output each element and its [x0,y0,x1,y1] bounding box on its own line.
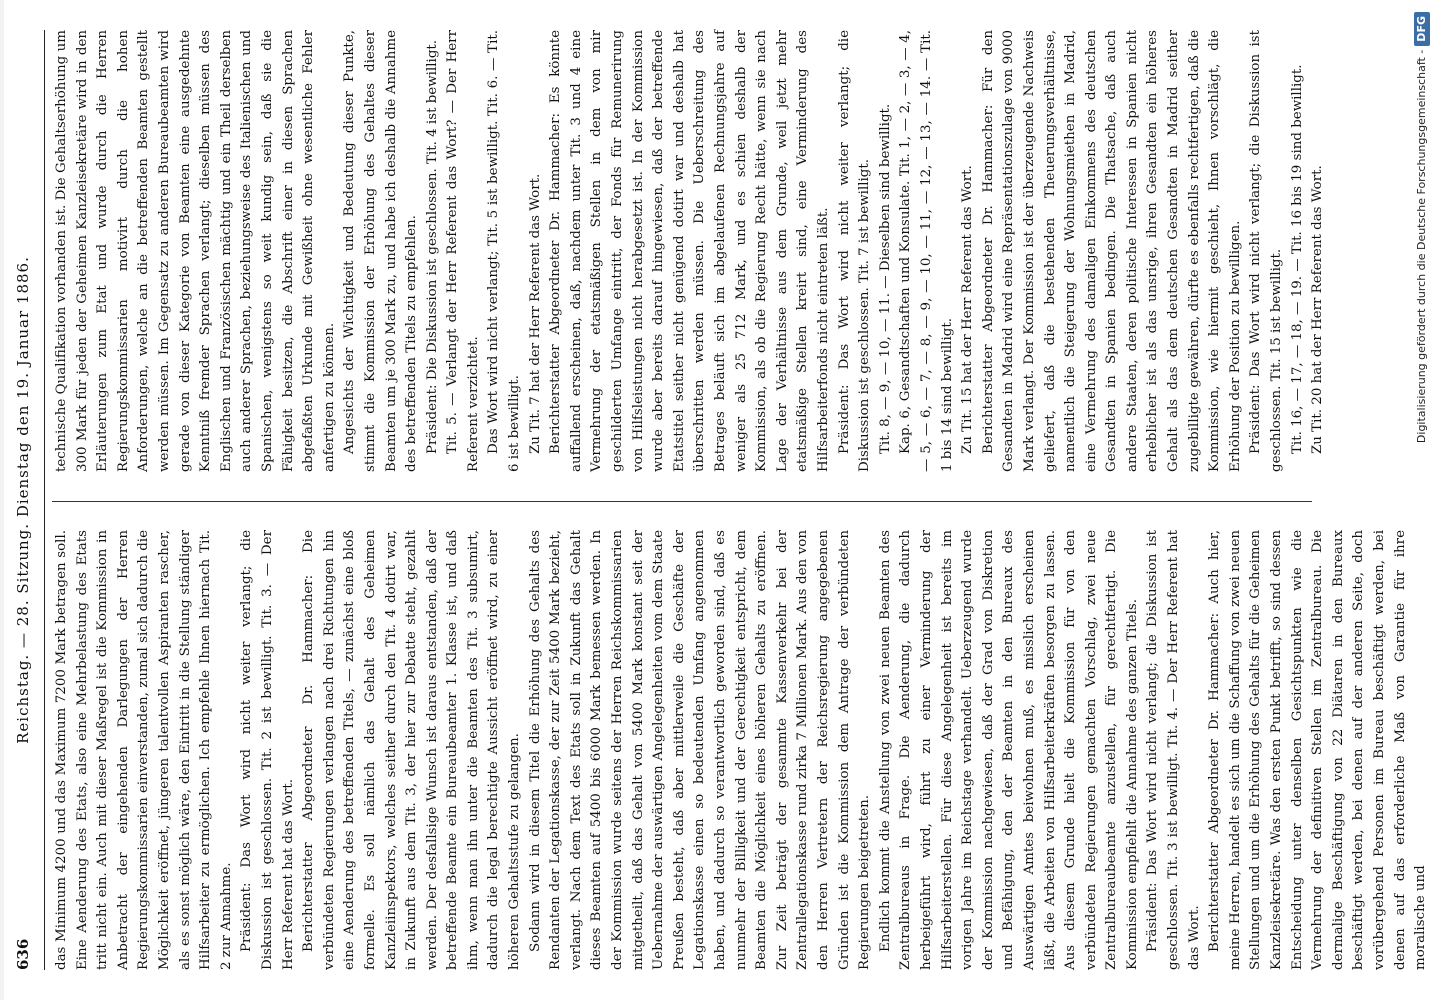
right-column [52,30,1326,472]
paragraph: Kap. 6, Gesandtschaften und Konsulate. Tit. 1, — 2, — 3, — 4, — 5, — 6, — 7, — 8, — 9, — 10, — 11, — 12, — 13, — 14. — Tit. 1 bis 14 sind bewilligt. [898,30,955,472]
paragraph: Berichterstatter Abgeordneter Dr. Hammacher: Für den Gesandten in Madrid wird eine Repräsentationszulage von 9000 Mark verlangt. Der Kommission ist der überzeugende Nachweis geliefert, daß die bestehenden Theuerungsverhältnisse, namentlich die Steigerung der Wohnungsmiethen in Madrid, eine Vermehrung des damaligen Einkommens des deutschen Gesandten in Spanien bedingen. Die Thatsache, daß auch andere Staaten, deren politische Interessen in Spanien nicht erheblicher ist als das unsrige, ihren Gesandten ein höheres Gehalt als das dem deutschen Gesandten in Madrid seither zugebilligte gewähren, dürfte es ebenfalls rechtfertigen, daß die Kommission, wie hiermit geschieht, Ihnen vorschlägt, die Erhöhung der Position zu bewilligen. [980,30,1243,472]
paragraph: Das Wort wird nicht verlangt; Tit. 5 ist bewilligt. Tit. 6. — Tit. 6 ist bewilligt. [486,30,523,472]
paragraph: das Minimum 4200 und das Maximum 7200 Mark betragen soll. Eine Aenderung des Etats, also eine Mehrbelastung des Etats tritt nicht ein. Auch mit dieser Maßregel ist die Kommission in Anbetracht der eingehenden Darlegungen der Herren Regierungskommissarien einverstanden, zumal sich dadurch die Möglichkeit eröffnet, jüngeren talentvollen Aspiranten rascher, als es sonst möglich wäre, den Eintritt in die Stellung ständiger Hilfsarbeiter zu ermöglichen. Ich empfehle Ihnen hiernach Tit. 2 zur Annahme. [54,530,234,970]
paragraph: Endlich kommt die Anstellung von zwei neuen Beamten des Zentralbureaus in Frage. Die Aenderung, die dadurch herbeigeführt wird, führt zu einer Verminderung der Hilfsarbeiterstellen. Für diese Angelegenheit ist bereits im vorigen Jahre im Reichstage verhandelt. Ueberzeugend wurde der Kommission nachgewiesen, daß der Grad von Diskretion und Befähigung, den der Beamten in den Bureaux des Auswärtigen Amtes beiwohnen muß, es misslich erscheinen läßt, die Arbeiten von Hilfsarbeiterkräften besorgen zu lassen. Aus diesem Grunde hielt die Kommission für von den verbündeten Regierungen gemachten Vorschlag, zwei neue Zentralbureaubeamte anzustellen, für gerechtfertigt. Die Kommission empfiehlt die Annahme des ganzen Titels. [877,530,1140,970]
paragraph: Berichterstatter Abgeordneter Dr. Hammacher: Es könnte auffallend erscheinen, daß, nachdem unter Tit. 3 und 4 eine Vermehrung der etatsmäßigen Stellen in dem von mir geschilderten Umfange eintritt, der Fonds für Remunerirung von Hilfsleistungen nicht herabgesetzt ist. In der Kommission wurde aber bereits darauf hingewiesen, daß der betreffende Etatstitel seither nicht genügend dotirt war und deshalb hat überschritten werden müssen. Die Ueberschreitung des Betrages beläuft sich im abgelaufenen Rechnungsjahre auf weniger als 25 712 Mark, und es schien deshalb der Kommission, als ob die Regierung Recht hätte, wenn sie nach Lage der Verhältnisse aus dem Grunde, weil jetzt mehr etatsmäßige Stellen kreirt sind, eine Verminderung des Hilfsarbeiterfonds nicht eintreten läßt. [548,30,831,472]
credit-text: Digitalisierung gefördert durch die Deutsche Forschungsgemeinschaft - [1415,49,1428,444]
paragraph: Präsident: Das Wort wird nicht verlangt; die Diskussion ist geschlossen. Tit. 15 ist bewilligt. [1248,30,1285,472]
running-header [14,30,42,970]
paragraph: Zu Tit. 20 hat der Herr Referent das Wort. [1310,165,1326,454]
column-rule [52,501,1312,502]
paragraph: Berichterstatter Abgeordneter Dr. Hammacher: Auch hier, meine Herren, handelt es sich um die Schaffung von zwei neuen Stellungen und um die Erhöhung des Gehalts für die Geheimen Kanzleisekretäre. Was den ersten Punkt betrifft, so sind dessen Entscheidung unter denselben Gesichtspunkten wie die Vermehrung der definitiven Stellen im Zentralbureau. Die dermalige Beschäftigung von 22 Diätaren in den Bureaux beschäftigt werden, bei denen auf der anderen Seite, doch vorübergehend Personen im Bureau beschäftigt werden, bei denen auf das erforderliche Maß von Garantie für ihre moralische und [1207,530,1429,970]
left-column [52,530,1429,970]
running-title: Reichstag. — 28. Sitzung. Dienstag den 19. Januar 1886. [14,256,32,744]
dfg-logo: DFG [1414,12,1430,46]
page-number: 636 [14,938,32,970]
paragraph: Präsident: Das Wort wird nicht weiter verlangt; die Diskussion ist geschlossen. Tit. 7 ist bewilligt. [836,30,873,472]
credit-line [1414,12,1430,988]
paragraph: Zu Tit. 15 hat der Herr Referent das Wort. [960,165,976,454]
paragraph: Sodann wird in diesem Titel die Erhöhung des Gehalts des Rendanten der Legationskasse, der zur Zeit 5400 Mark bezieht, verlangt. Nach dem Text des Etats soll in Zukunft das Gehalt dieses Beamten auf 5400 bis 6000 Mark bemessen werden. In der Kommission wurde seitens der Herren Reichskommissarien mitgetheilt, daß das Gehalt von 5400 Mark konstant seit der Uebernahme der auswärtigen Angelegenheiten vom dem Staate Preußen besteht, daß aber mittlerweile die Geschäfte der Legationskasse einen so bedeutenden Umfang angenommen haben, und dadurch so verantwortlich geworden sind, daß es nunmehr der Billigkeit und der Gerechtigkeit entspricht, dem Beamten die Möglichkeit eines höheren Gehalts zu eröffnen. Zur Zeit beträgt der gesammte Kassenverkehr bei der Zentrallegationskasse rund zirka 7 Millionen Mark. Aus den von den Herren Vertretern der Reichsregierung angegebenen Gründen ist die Kommission dem Antrage der verbündeten Regierungen beigetreten. [527,530,873,970]
header-rule [44,30,45,970]
paragraph: Präsident: Das Wort wird nicht verlangt; die Diskussion ist geschlossen. Tit. 3 ist bewilligt. Tit. 4. — Der Herr Referent hat das Wort. [1145,530,1202,970]
paragraph: Präsident: Die Diskussion ist geschlossen. Tit. 4 ist bewilligt. [424,39,440,454]
paragraph: Präsident: Das Wort wird nicht weiter verlangt; die Diskussion ist geschlossen. Tit. 2 ist bewilligt. Tit. 3. — Der Herr Referent hat das Wort. [239,530,296,970]
paragraph: Tit. 16, — 17, — 18, — 19. — Tit. 16 bis 19 sind bewilligt. [1289,64,1305,454]
paragraph: Tit. 5. — Verlangt der Herr Referent das Wort? — Der Herr Referent verzichtet. [445,30,481,472]
paragraph: Angesichts der Wichtigkeit und Bedeutung dieser Punkte, stimmt die Kommission der Erhöhung des Gehaltes dieser Beamten um je 300 Mark zu, und habe ich deshalb die Annahme des betreffenden Titels zu empfehlen. [342,30,420,472]
digitization-credit [1412,12,1428,988]
paragraph: Zu Tit. 7 hat der Herr Referent das Wort. [527,173,543,454]
paragraph: Berichterstatter Abgeordneter Dr. Hammacher: Die verbündeten Regierungen verlangen nach drei Richtungen hin eine Aenderung des betreffenden Titels, — zunächst eine bloß formelle. Es soll nämlich das Gehalt des Geheimen Kanzleiinspektors, welches seither durch den Tit. 4 dotirt war, in Zukunft aus dem Tit. 3, der hier zur Debatte steht, gezahlt werden. Der desfallsige Wunsch ist daraus entstanden, daß der betreffende Beamte ein Bureaubeamter 1. Klasse ist, und daß ihm, wenn man ihn unter die Beamten des Tit. 3 subsumirt, dadurch die legal berechtigte Aussicht eröffnet wird, zu einer höheren Gehaltsstufe zu gelangen. [301,530,523,970]
paragraph: technische Qualifikation vorhanden ist. Die Gehaltserhöhung um 300 Mark für jeden der Geheimen Kanzleisekretäre wird in den Erläuterungen zum Etat und wurde durch die Herren Regierungskommissarien motivirt durch die hohen Anforderungen, welche an die betreffenden Beamten gestellt werden müssen. Im Gegensatz zu anderen Bureaubeamten wird gerade von dieser Kategorie von Beamten eine ausgedehnte Kenntniß fremder Sprachen verlangt; dieselben müssen des Englischen und Französischen mächtig und ein Theil derselben auch anderer Sprachen, beziehungsweise des Italienischen und Spanischen, wenigstens so weit kundig sein, daß sie die Fähigkeit besitzen, die Abschrift einer in diesen Sprachen abgefaßten Urkunde mit Gewißheit ohne wesentliche Fehler anfertigen zu können. [54,30,337,472]
paragraph: Tit. 8, — 9, — 10, — 11. — Dieselben sind bewilligt. [877,103,893,454]
